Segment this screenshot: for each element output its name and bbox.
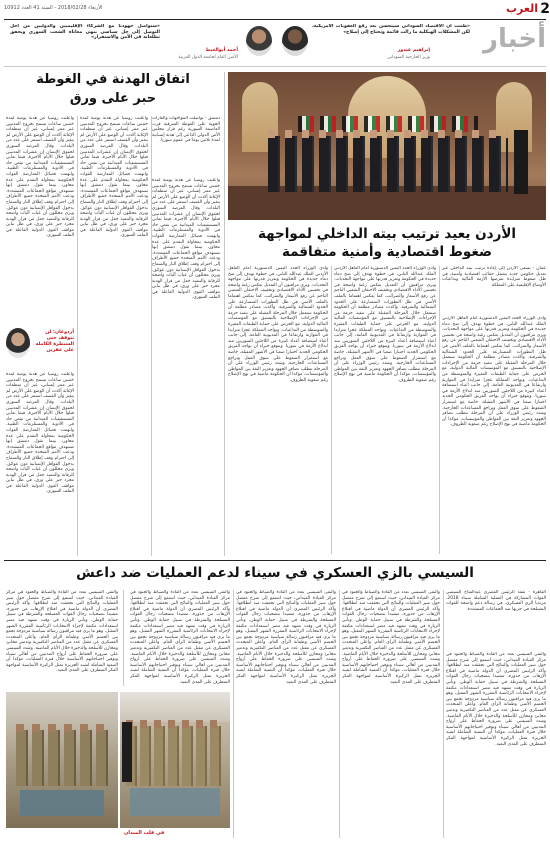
- ghouta-headline-1: اتفاق الهدنة في الغوطة: [36, 72, 190, 87]
- quote-left-role: الأمين العام لجامعة الدول العربية: [178, 55, 238, 60]
- divider: [4, 560, 546, 561]
- sisi-headline: السيسي بالزي العسكري في سيناء لدعم العمليات ضد داعش: [76, 565, 474, 581]
- masthead-rule: [4, 19, 546, 20]
- masthead-logo: العرب: [505, 2, 538, 15]
- page-number: 2: [540, 1, 550, 17]
- section-title: أخبار: [483, 24, 546, 54]
- ghouta-headline-2: حبر على ورق: [69, 91, 157, 106]
- masthead: [0, 0, 550, 20]
- masthead-dateline: الأربعاء 2018/02/28 - السنة 41 العدد 10912: [4, 5, 103, 11]
- avatar: [246, 26, 272, 56]
- quote-left-name: أحمد أبوالغيط: [205, 48, 238, 53]
- sisi-body-col-4: والتقى السيسي بعدد من القادة والضباط والجنود في مركز القيادة الميداني، حيث استمع إلى شرح مفصل حول سير العمليات والنتائج التي تحققت منذ انطلاقها. وأكد الرئيس المصري أن الدولة ماضية في اقتلاع الإرهاب من جذوره، مشيدا بتضحيات رجال القوات المسلحة والشرطة في سبيل حماية الوطن. وتأتي الزيارة في وقت تشهد فيه مصر استعدادات مكثفة لإجراء الانتخابات الرئاسية المقررة الشهر المقبل، وهو ما يرى فيه مراقبون رسالة سياسية مزدوجة تجمع بين الحسم الأمني وطمأنة الرأي العام. وأعلن المتحدث العسكري عن مقتل عدد من العناصر التكفيرية وتدمير مخابئ ومخازن للأسلحة والذخيرة خلال الأيام الماضية. وشدد السيسي على ضرورة الحفاظ على أرواح المدنيين من أهالي سيناء وتوفير احتياجاتهم الأساسية خلال فترة العمليات، مؤكدا أن التنمية الشاملة لشبه الجزيرة تمثل الركيزة الأساسية لمواجهة الفكر المتطرف على المدى البعيد.: [130, 590, 230, 685]
- erdogan-quote: أردوغان: لن نتوقف حتى السيطرة الكاملة على عفرين: [35, 330, 74, 353]
- sisi-body-col-1: والتقى السيسي بعدد من القادة والضباط والجنود في مركز القيادة الميداني، حيث استمع إلى شرح مفصل حول سير العمليات والنتائج التي تحققت منذ انطلاقها. وأكد الرئيس المصري أن الدولة ماضية في اقتلاع الإرهاب من جذوره، مشيدا بتضحيات رجال القوات المسلحة والشرطة في سبيل حماية الوطن. وتأتي الزيارة في وقت تشهد فيه مصر استعدادات مكثفة لإجراء الانتخابات الرئاسية المقررة الشهر المقبل، وهو ما يرى فيه مراقبون رسالة سياسية مزدوجة تجمع بين الحسم الأمني وطمأنة الرأي العام. وأعلن المتحدث العسكري عن مقتل عدد من العناصر التكفيرية وتدمير مخابئ ومخازن للأسلحة والذخيرة خلال الأيام الماضية. وشدد السيسي على ضرورة الحفاظ على أرواح المدنيين من أهالي سيناء وتوفير احتياجاتهم الأساسية خلال فترة العمليات، مؤكدا أن التنمية الشاملة لشبه الجزيرة تمثل الركيزة الأساسية لمواجهة الفكر المتطرف على المدى البعيد.: [446, 652, 546, 747]
- jordan-body-col-1: وأدى الوزراء الجدد اليمين الدستورية أمام العاهل الأردني الملك عبدالله الثاني، في خطوة تهدف إلى ضخ دماء جديدة في الحكومة وتعزيز قدرتها على مواجهة التحديات. ويرى مراقبون أن التعديل يعكس رغبة واضحة في تحسين الأداء الاقتصادي وتخفيف الاحتقان الشعبي الناجم عن رفع الأسعار والضرائب، كما يعكس اهتماما بالملف الأمني في ظل التطورات المتسارعة على الحدود الشمالية والشرقية. وأكدت مصادر مطلعة أن الحكومة ستعمل خلال المرحلة المقبلة على تنفيذ حزمة من الإجراءات الإصلاحية بالتنسيق مع المؤسسات المالية الدولية، مع الحرص على حماية الطبقات الفقيرة والمتوسطة من التداعيات. وتواجه المملكة عجزا متزايدا في الموازنة وارتفاعا في المديونية العامة، إلى جانب أعباء استضافة أعداد كبيرة من اللاجئين السوريين منذ اندلاع الأزمة في سوريا. ويتوقع خبراء أن يواجه الفريق الحكومي الجديد اختبارا صعبا في الأشهر المقبلة، خاصة مع استمرار الضغوط على سوق العمل وتراجع المساعدات الخارجية. وشدد رئيس الوزراء على أن المرحلة تتطلب تضافر الجهود وتعزيز الثقة بين المواطن والمؤسسات، مؤكدا أن الحكومة ماضية في نهج الإصلاح رغم صعوبة الظروف.: [442, 316, 546, 428]
- erdogan-box: [6, 326, 74, 370]
- sisi-sinai-photo: [120, 692, 230, 828]
- sisi-photo-side: [6, 692, 118, 828]
- jordan-body-col-2: وأدى الوزراء الجدد اليمين الدستورية أمام العاهل الأردني الملك عبدالله الثاني، في خطوة تهدف إلى ضخ دماء جديدة في الحكومة وتعزيز قدرتها على مواجهة التحديات. ويرى مراقبون أن التعديل يعكس رغبة واضحة في تحسين الأداء الاقتصادي وتخفيف الاحتقان الشعبي الناجم عن رفع الأسعار والضرائب، كما يعكس اهتماما بالملف الأمني في ظل التطورات المتسارعة على الحدود الشمالية والشرقية. وأكدت مصادر مطلعة أن الحكومة ستعمل خلال المرحلة المقبلة على تنفيذ حزمة من الإجراءات الإصلاحية بالتنسيق مع المؤسسات المالية الدولية، مع الحرص على حماية الطبقات الفقيرة والمتوسطة من التداعيات. وتواجه المملكة عجزا متزايدا في الموازنة وارتفاعا في المديونية العامة، إلى جانب أعباء استضافة أعداد كبيرة من اللاجئين السوريين منذ اندلاع الأزمة في سوريا. ويتوقع خبراء أن يواجه الفريق الحكومي الجديد اختبارا صعبا في الأشهر المقبلة، خاصة مع استمرار الضغوط على سوق العمل وتراجع المساعدات الخارجية. وشدد رئيس الوزراء على أن المرحلة تتطلب تضافر الجهود وتعزيز الثقة بين المواطن والمؤسسات، مؤكدا أن الحكومة ماضية في نهج الإصلاح رغم صعوبة الظروف.: [334, 266, 436, 383]
- sisi-photo-caption: في قلب الميدان: [124, 830, 165, 836]
- ghouta-body-col-2: وأعلنت روسيا عن هدنة يومية لمدة خمس ساعات تسمح بخروج المدنيين عبر ممر إنساني، غير أن منظمات الإغاثة أكدت أن الوضع على الأرض لم يتغير وأن القصف استمر على عدد من البلدات. وقال المرصد السوري لحقوق الإنسان إن عشرات المدنيين قتلوا خلال الأيام الأخيرة، فيما تعاني المستشفيات الميدانية من نقص حاد في الأدوية والمستلزمات الطبية. واتهمت فصائل المعارضة القوات الحكومية بمحاولة التقدم على عدة محاور، بينما تقول دمشق إنها تستهدف مواقع الجماعات المتشددة. ودعت الأمم المتحدة جميع الأطراف إلى احترام وقف إطلاق النار والسماح بدخول القوافل الإنسانية دون عوائق. ويرى محللون أن غياب آليات واضحة للرقابة والتنفيذ جعل من قرار الهدنة مجرد حبر على ورق، في ظل تباين مواقف القوى الدولية الفاعلة في الملف السوري.: [80, 116, 148, 239]
- avatar: [282, 26, 308, 56]
- jordan-lead: عمان - يسعى الأردن إلى إعادة ترتيب بيته الداخلي عبر تعديل حكومي جديد يشمل حقائب اقتصادية وأمنية، في ظل ضغوط متزايدة تفرضها الأزمة المالية وتداعيات الأوضاع الإقليمية على المملكة.: [442, 266, 546, 288]
- ghouta-body-col-3: وأعلنت روسيا عن هدنة يومية لمدة خمس ساعات تسمح بخروج المدنيين عبر ممر إنساني، غير أن منظمات الإغاثة أكدت أن الوضع على الأرض لم يتغير وأن القصف استمر على عدد من البلدات. وقال المرصد السوري لحقوق الإنسان إن عشرات المدنيين قتلوا خلال الأيام الأخيرة، فيما تعاني المستشفيات الميدانية من نقص حاد في الأدوية والمستلزمات الطبية. واتهمت فصائل المعارضة القوات الحكومية بمحاولة التقدم على عدة محاور، بينما تقول دمشق إنها تستهدف مواقع الجماعات المتشددة. ودعت الأمم المتحدة جميع الأطراف إلى احترام وقف إطلاق النار والسماح بدخول القوافل الإنسانية دون عوائق. ويرى محللون أن غياب آليات واضحة للرقابة والتنفيذ جعل من قرار الهدنة مجرد حبر على ورق، في ظل تباين مواقف القوى الدولية الفاعلة في الملف السوري.: [6, 116, 74, 239]
- sisi-lead: القاهرة - تفقد الرئيس المصري عبدالفتاح السيسي القوات المشاركة في العملية الشاملة سيناء 2018، مرتديا الزي العسكري، في رسالة دعم واضحة للقوات المسلحة في حربها ضد الجماعات المتشددة.: [446, 590, 546, 612]
- divider: [4, 66, 546, 67]
- jordan-body-col-3: وأدى الوزراء الجدد اليمين الدستورية أمام العاهل الأردني الملك عبدالله الثاني، في خطوة تهدف إلى ضخ دماء جديدة في الحكومة وتعزيز قدرتها على مواجهة التحديات. ويرى مراقبون أن التعديل يعكس رغبة واضحة في تحسين الأداء الاقتصادي وتخفيف الاحتقان الشعبي الناجم عن رفع الأسعار والضرائب، كما يعكس اهتماما بالملف الأمني في ظل التطورات المتسارعة على الحدود الشمالية والشرقية. وأكدت مصادر مطلعة أن الحكومة ستعمل خلال المرحلة المقبلة على تنفيذ حزمة من الإجراءات الإصلاحية بالتنسيق مع المؤسسات المالية الدولية، مع الحرص على حماية الطبقات الفقيرة والمتوسطة من التداعيات. وتواجه المملكة عجزا متزايدا في الموازنة وارتفاعا في المديونية العامة، إلى جانب أعباء استضافة أعداد كبيرة من اللاجئين السوريين منذ اندلاع الأزمة في سوريا. ويتوقع خبراء أن يواجه الفريق الحكومي الجديد اختبارا صعبا في الأشهر المقبلة، خاصة مع استمرار الضغوط على سوق العمل وتراجع المساعدات الخارجية. وشدد رئيس الوزراء على أن المرحلة تتطلب تضافر الجهود وتعزيز الثقة بين المواطن والمؤسسات، مؤكدا أن الحكومة ماضية في نهج الإصلاح رغم صعوبة الظروف.: [228, 266, 328, 383]
- sisi-body-col-3: والتقى السيسي بعدد من القادة والضباط والجنود في مركز القيادة الميداني، حيث استمع إلى شرح مفصل حول سير العمليات والنتائج التي تحققت منذ انطلاقها. وأكد الرئيس المصري أن الدولة ماضية في اقتلاع الإرهاب من جذوره، مشيدا بتضحيات رجال القوات المسلحة والشرطة في سبيل حماية الوطن. وتأتي الزيارة في وقت تشهد فيه مصر استعدادات مكثفة لإجراء الانتخابات الرئاسية المقررة الشهر المقبل، وهو ما يرى فيه مراقبون رسالة سياسية مزدوجة تجمع بين الحسم الأمني وطمأنة الرأي العام. وأعلن المتحدث العسكري عن مقتل عدد من العناصر التكفيرية وتدمير مخابئ ومخازن للأسلحة والذخيرة خلال الأيام الماضية. وشدد السيسي على ضرورة الحفاظ على أرواح المدنيين من أهالي سيناء وتوفير احتياجاتهم الأساسية خلال فترة العمليات، مؤكدا أن التنمية الشاملة لشبه الجزيرة تمثل الركيزة الأساسية لمواجهة الفكر المتطرف على المدى البعيد.: [236, 590, 336, 685]
- jordan-headline-1: الأردن يعيد ترتيب بيته الداخلي لمواجهة: [257, 226, 517, 242]
- sisi-body-col-5: والتقى السيسي بعدد من القادة والضباط والجنود في مركز القيادة الميداني، حيث استمع إلى شرح مفصل حول سير العمليات والنتائج التي تحققت منذ انطلاقها. وأكد الرئيس المصري أن الدولة ماضية في اقتلاع الإرهاب من جذوره، مشيدا بتضحيات رجال القوات المسلحة والشرطة في سبيل حماية الوطن. وتأتي الزيارة في وقت تشهد فيه مصر استعدادات مكثفة لإجراء الانتخابات الرئاسية المقررة الشهر المقبل، وهو ما يرى فيه مراقبون رسالة سياسية مزدوجة تجمع بين الحسم الأمني وطمأنة الرأي العام. وأعلن المتحدث العسكري عن مقتل عدد من العناصر التكفيرية وتدمير مخابئ ومخازن للأسلحة والذخيرة خلال الأيام الماضية. وشدد السيسي على ضرورة الحفاظ على أرواح المدنيين من أهالي سيناء وتوفير احتياجاتهم الأساسية خلال فترة العمليات، مؤكدا أن التنمية الشاملة لشبه الجزيرة تمثل الركيزة الأساسية لمواجهة الفكر المتطرف على المدى البعيد.: [6, 590, 118, 674]
- quote-right-role: وزير الخارجية السوداني: [387, 55, 430, 60]
- jordan-headline-2: ضغوط اقتصادية وأمنية متفاقمة: [281, 244, 493, 260]
- quote-left: [10, 24, 272, 64]
- sisi-body-col-2: والتقى السيسي بعدد من القادة والضباط والجنود في مركز القيادة الميداني، حيث استمع إلى شرح مفصل حول سير العمليات والنتائج التي تحققت منذ انطلاقها. وأكد الرئيس المصري أن الدولة ماضية في اقتلاع الإرهاب من جذوره، مشيدا بتضحيات رجال القوات المسلحة والشرطة في سبيل حماية الوطن. وتأتي الزيارة في وقت تشهد فيه مصر استعدادات مكثفة لإجراء الانتخابات الرئاسية المقررة الشهر المقبل، وهو ما يرى فيه مراقبون رسالة سياسية مزدوجة تجمع بين الحسم الأمني وطمأنة الرأي العام. وأعلن المتحدث العسكري عن مقتل عدد من العناصر التكفيرية وتدمير مخابئ ومخازن للأسلحة والذخيرة خلال الأيام الماضية. وشدد السيسي على ضرورة الحفاظ على أرواح المدنيين من أهالي سيناء وتوفير احتياجاتهم الأساسية خلال فترة العمليات، مؤكدا أن التنمية الشاملة لشبه الجزيرة تمثل الركيزة الأساسية لمواجهة الفكر المتطرف على المدى البعيد.: [342, 590, 440, 685]
- quote-right: [280, 24, 470, 64]
- quote-left-text: «سنواصل جهودنا مع الشركاء الإقليميين والدوليين من أجل التوصل إلى حل سياسي ينهي معاناة الشعب السوري ويحقق تطلعاته في الأمن والاستقرار»: [10, 24, 160, 40]
- ghouta-body-col-3b: وأعلنت روسيا عن هدنة يومية لمدة خمس ساعات تسمح بخروج المدنيين عبر ممر إنساني، غير أن منظمات الإغاثة أكدت أن الوضع على الأرض لم يتغير وأن القصف استمر على عدد من البلدات. وقال المرصد السوري لحقوق الإنسان إن عشرات المدنيين قتلوا خلال الأيام الأخيرة، فيما تعاني المستشفيات الميدانية من نقص حاد في الأدوية والمستلزمات الطبية. واتهمت فصائل المعارضة القوات الحكومية بمحاولة التقدم على عدة محاور، بينما تقول دمشق إنها تستهدف مواقع الجماعات المتشددة. ودعت الأمم المتحدة جميع الأطراف إلى احترام وقف إطلاق النار والسماح بدخول القوافل الإنسانية دون عوائق. ويرى محللون أن غياب آليات واضحة للرقابة والتنفيذ جعل من قرار الهدنة مجرد حبر على ورق، في ظل تباين مواقف القوى الدولية الفاعلة في الملف السوري.: [6, 372, 74, 495]
- ghouta-lead: دمشق - تواصلت المواجهات والغارات الجوية على الغوطة الشرقية قرب العاصمة السورية رغم قرار مجلس الأمن الدولي الداعي إلى هدنة إنسانية لمدة ثلاثين يوما في عموم سوريا.: [152, 116, 220, 144]
- avatar: [6, 328, 30, 358]
- jordan-cabinet-photo: [228, 72, 546, 220]
- quote-right-name: إبراهيم غندور: [397, 48, 430, 53]
- ghouta-body-col-1: وأعلنت روسيا عن هدنة يومية لمدة خمس ساعات تسمح بخروج المدنيين عبر ممر إنساني، غير أن منظمات الإغاثة أكدت أن الوضع على الأرض لم يتغير وأن القصف استمر على عدد من البلدات. وقال المرصد السوري لحقوق الإنسان إن عشرات المدنيين قتلوا خلال الأيام الأخيرة، فيما تعاني المستشفيات الميدانية من نقص حاد في الأدوية والمستلزمات الطبية. واتهمت فصائل المعارضة القوات الحكومية بمحاولة التقدم على عدة محاور، بينما تقول دمشق إنها تستهدف مواقع الجماعات المتشددة. ودعت الأمم المتحدة جميع الأطراف إلى احترام وقف إطلاق النار والسماح بدخول القوافل الإنسانية دون عوائق. ويرى محللون أن غياب آليات واضحة للرقابة والتنفيذ جعل من قرار الهدنة مجرد حبر على ورق، في ظل تباين مواقف القوى الدولية الفاعلة في الملف السوري.: [152, 178, 220, 301]
- quote-right-text: «ظننت أن الاقتصاد السوداني سيتحسن بعد رفع العقوبات الأمريكية، لكن المشكلات الهيكلية ما زالت قائمة وتحتاج إلى إصلاح»: [312, 24, 470, 35]
